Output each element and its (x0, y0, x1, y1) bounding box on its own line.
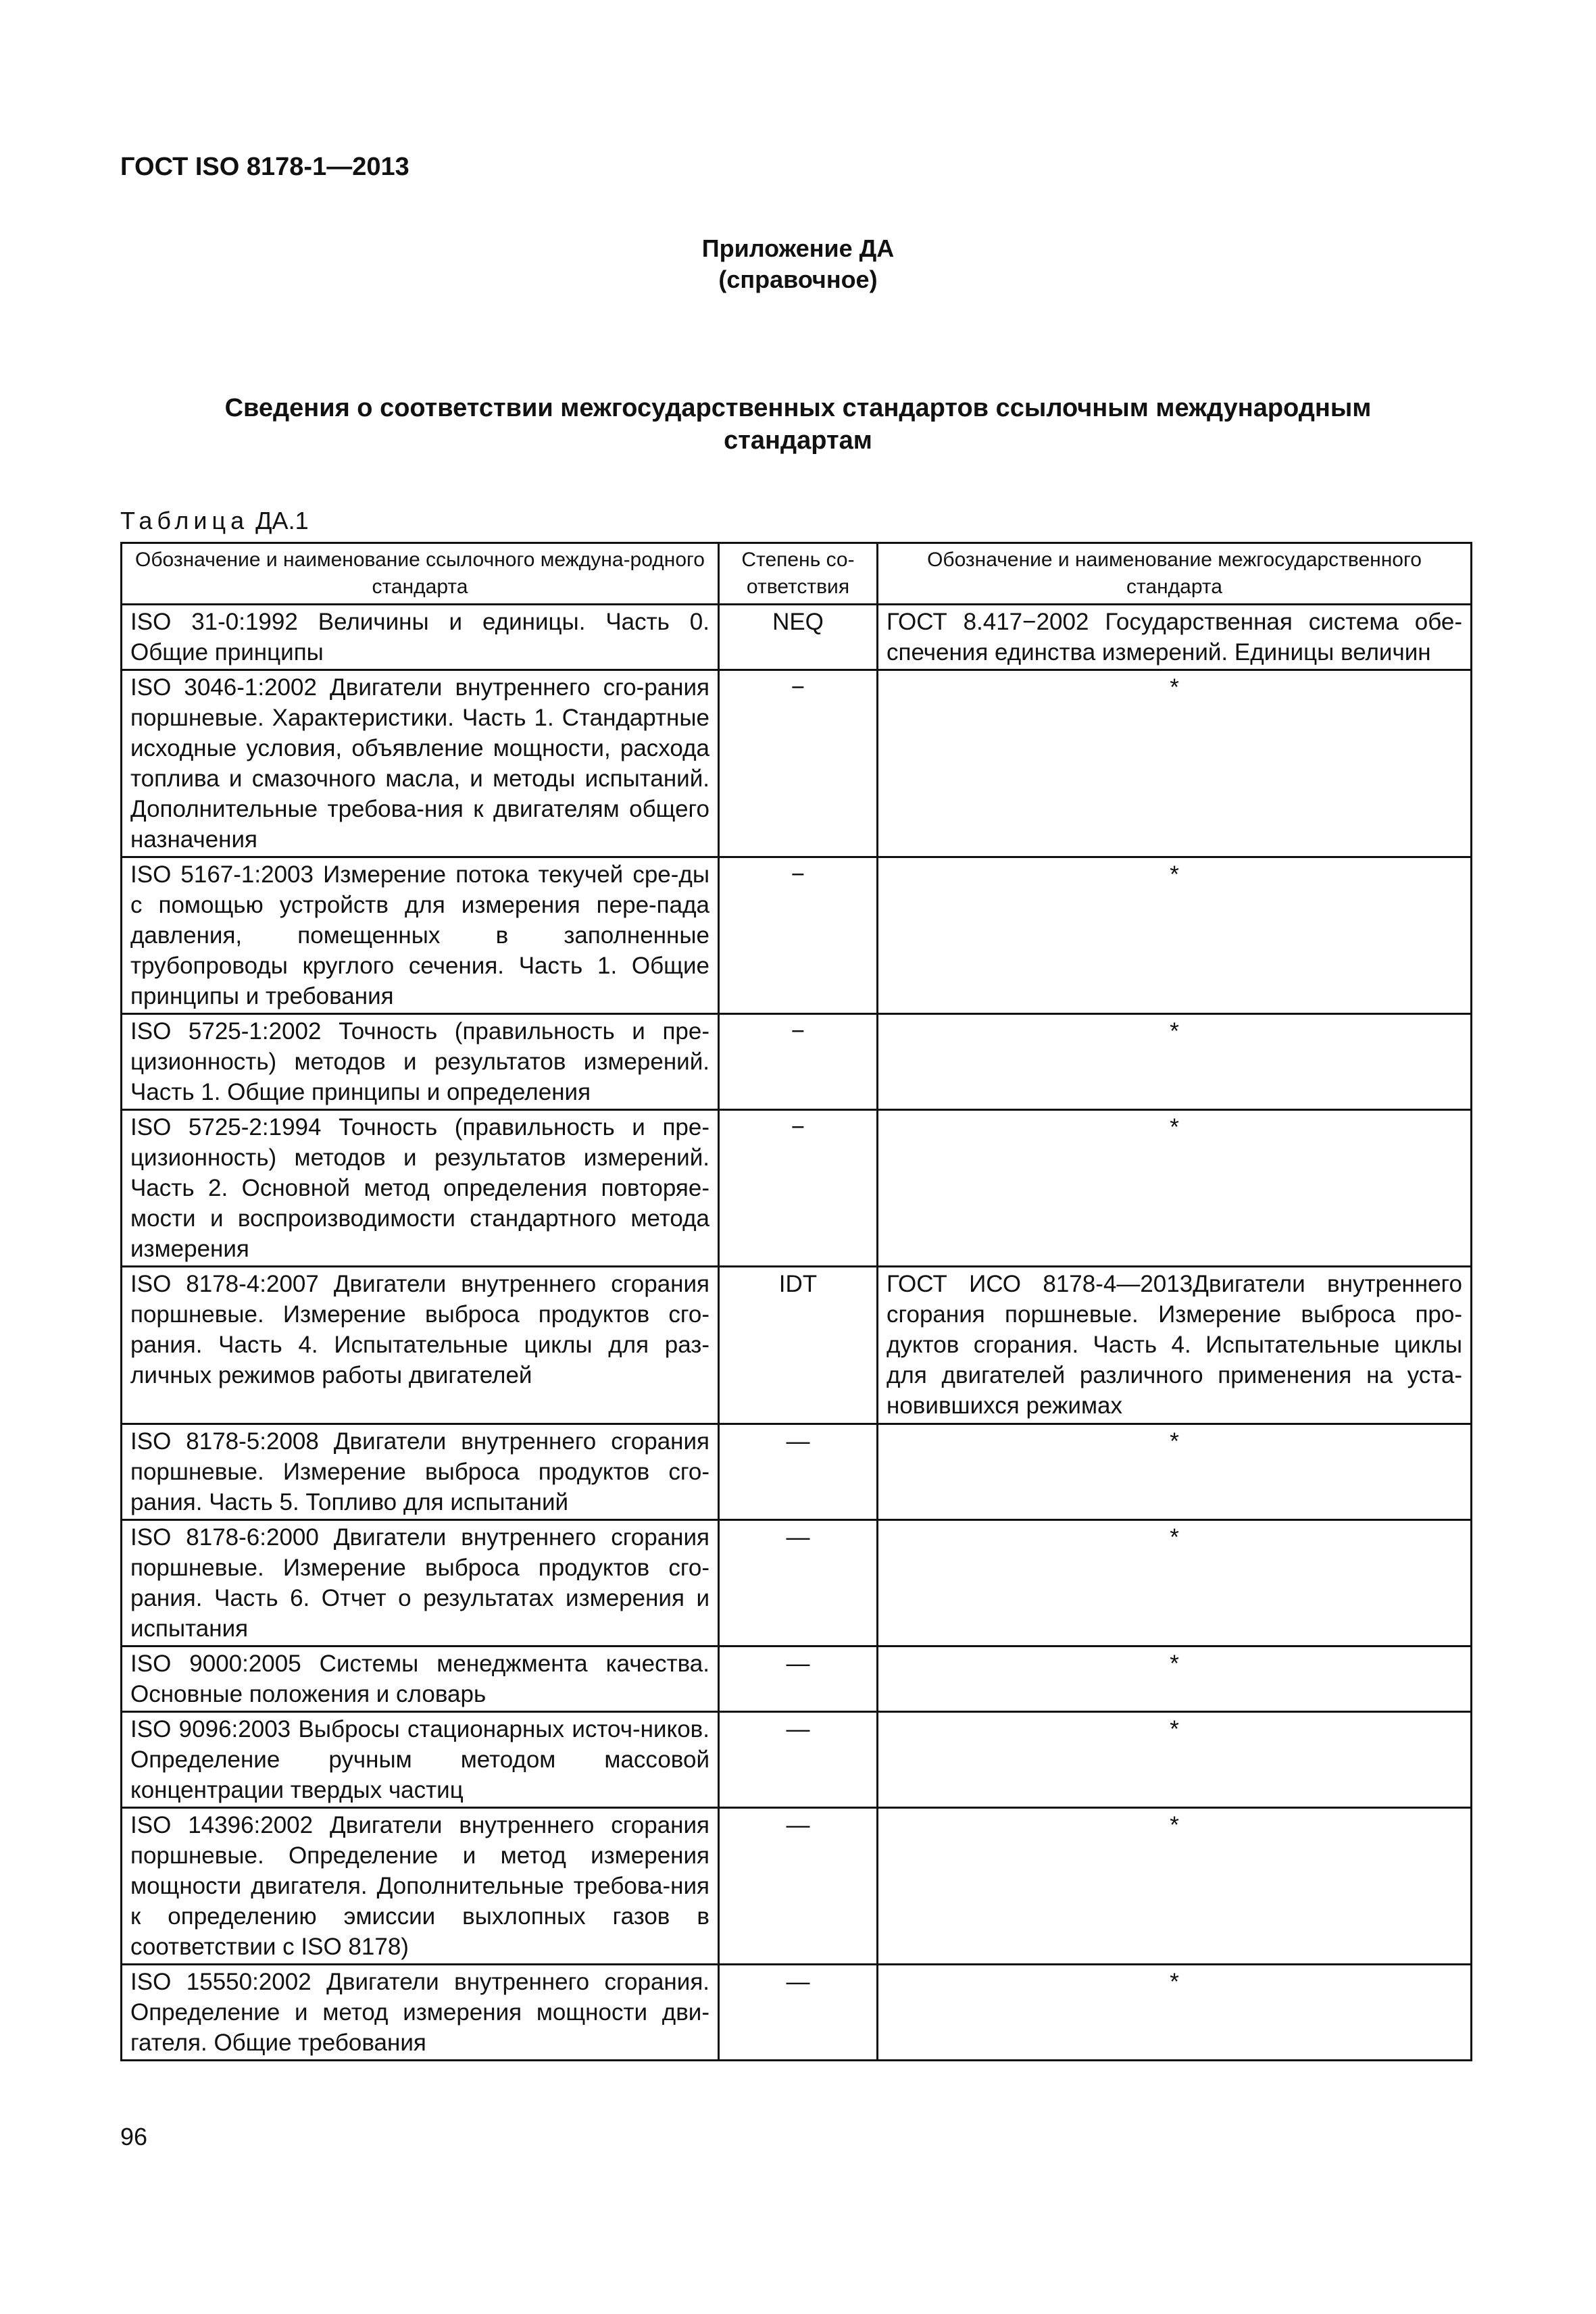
column-header-interstate-standard: Обозначение и наименование межгосударственного стандарта (878, 543, 1472, 605)
reference-standard-cell: ISO 8178-6:2000 Двигатели внутреннего сгорания поршневые. Измерение выброса продуктов сго-рания. Часть 6. Отчет о результатах измерения и испытания (122, 1520, 719, 1646)
table-row (122, 1014, 1472, 1110)
reference-standard-cell: ISO 31-0:1992 Величины и единицы. Часть 0. Общие принципы (122, 605, 719, 670)
main-title: Сведения о соответствии межгосударственных стандартов ссылочным международным стандартам (224, 394, 1372, 455)
degree-cell: — (719, 1965, 878, 2061)
reference-standard-cell: ISO 14396:2002 Двигатели внутреннего сгорания поршневые. Определение и метод измерения мощности двигателя. Дополнительные требова-ния к определению эмиссии выхлопных газов в соответствии с ISO 8178) (122, 1808, 719, 1965)
interstate-standard-cell: ГОСТ 8.417−2002 Государственная система обе-спечения единства измерений. Единицы величин (878, 605, 1472, 670)
column-header-degree: Степень со-ответствия (719, 543, 878, 605)
table-row (122, 605, 1472, 670)
degree-cell: — (719, 1520, 878, 1646)
interstate-standard-cell: * (878, 1110, 1472, 1267)
degree-cell: — (719, 1646, 878, 1712)
reference-standard-cell: ISO 8178-4:2007 Двигатели внутреннего сгорания поршневые. Измерение выброса продуктов сго-рания. Часть 4. Испытательные циклы для раз-личных режимов работы двигателей (122, 1267, 719, 1424)
degree-cell: NEQ (719, 605, 878, 670)
annex-heading (0, 233, 1596, 295)
interstate-standard-cell: * (878, 1965, 1472, 2061)
table-row (122, 1520, 1472, 1646)
table-row (122, 1712, 1472, 1808)
degree-cell: IDT (719, 1267, 878, 1424)
degree-cell: − (719, 1014, 878, 1110)
table-caption-prefix: Таблица (120, 507, 249, 534)
interstate-standard-cell: * (878, 1424, 1472, 1520)
reference-standard-cell: ISO 8178-5:2008 Двигатели внутреннего сгорания поршневые. Измерение выброса продуктов сго-рания. Часть 5. Топливо для испытаний (122, 1424, 719, 1520)
table-caption-id: ДА.1 (255, 507, 309, 534)
reference-standard-cell: ISO 9000:2005 Системы менеджмента качества. Основные положения и словарь (122, 1646, 719, 1712)
reference-standard-cell: ISO 5167-1:2003 Измерение потока текучей сре-ды с помощью устройств для измерения пере-пада давления, помещенных в заполненные трубопроводы круглого сечения. Часть 1. Общие принципы и требования (122, 857, 719, 1014)
table-row (122, 1110, 1472, 1267)
table-caption (120, 507, 309, 535)
table-row (122, 1808, 1472, 1965)
reference-standard-cell: ISO 9096:2003 Выбросы стационарных источ-ников. Определение ручным методом массовой концентрации твердых частиц (122, 1712, 719, 1808)
interstate-standard-cell: * (878, 1520, 1472, 1646)
table-row (122, 670, 1472, 857)
degree-cell: — (719, 1808, 878, 1965)
degree-cell: — (719, 1712, 878, 1808)
interstate-standard-cell: ГОСТ ИСО 8178-4—2013Двигатели внутреннего сгорания поршневые. Измерение выброса про-дуктов сгорания. Часть 4. Испытательные циклы для двигателей различного применения на уста-новившихся режимах (878, 1267, 1472, 1424)
column-header-reference-standard: Обозначение и наименование ссылочного междуна-родного стандарта (122, 543, 719, 605)
interstate-standard-cell: * (878, 1014, 1472, 1110)
page-number: 96 (120, 2123, 148, 2150)
interstate-standard-cell: * (878, 1808, 1472, 1965)
annex-title: Приложение ДА (701, 234, 895, 262)
reference-standard-cell: ISO 5725-1:2002 Точность (правильность и пре-цизионность) методов и результатов измерений. Часть 1. Общие принципы и определения (122, 1014, 719, 1110)
interstate-standard-cell: * (878, 857, 1472, 1014)
degree-cell: − (719, 857, 878, 1014)
document-code: ГОСТ ISO 8178-1—2013 (120, 153, 409, 181)
degree-cell: − (719, 670, 878, 857)
reference-standard-cell: ISO 15550:2002 Двигатели внутреннего сгорания. Определение и метод измерения мощности дви-гателя. Общие требования (122, 1965, 719, 2061)
reference-standard-cell: ISO 5725-2:1994 Точность (правильность и пре-цизионность) методов и результатов измерений. Часть 2. Основной метод определения повторяе-мости и воспроизводимости стандартного метода измерения (122, 1110, 719, 1267)
table-row (122, 1646, 1472, 1712)
table-row (122, 1965, 1472, 2061)
table-row (122, 857, 1472, 1014)
standards-table (120, 542, 1472, 2061)
degree-cell: — (719, 1424, 878, 1520)
annex-subtitle: (справочное) (718, 266, 878, 293)
interstate-standard-cell: * (878, 1646, 1472, 1712)
interstate-standard-cell: * (878, 1712, 1472, 1808)
table-row (122, 1424, 1472, 1520)
table-header-row (122, 543, 1472, 605)
interstate-standard-cell: * (878, 670, 1472, 857)
table-row (122, 1267, 1472, 1424)
reference-standard-cell: ISO 3046-1:2002 Двигатели внутреннего сго-рания поршневые. Характеристики. Часть 1. Стандартные исходные условия, объявление мощности, расхода топлива и смазочного масла, и методы испытаний. Дополнительные требова-ния к двигателям общего назначения (122, 670, 719, 857)
degree-cell: − (719, 1110, 878, 1267)
